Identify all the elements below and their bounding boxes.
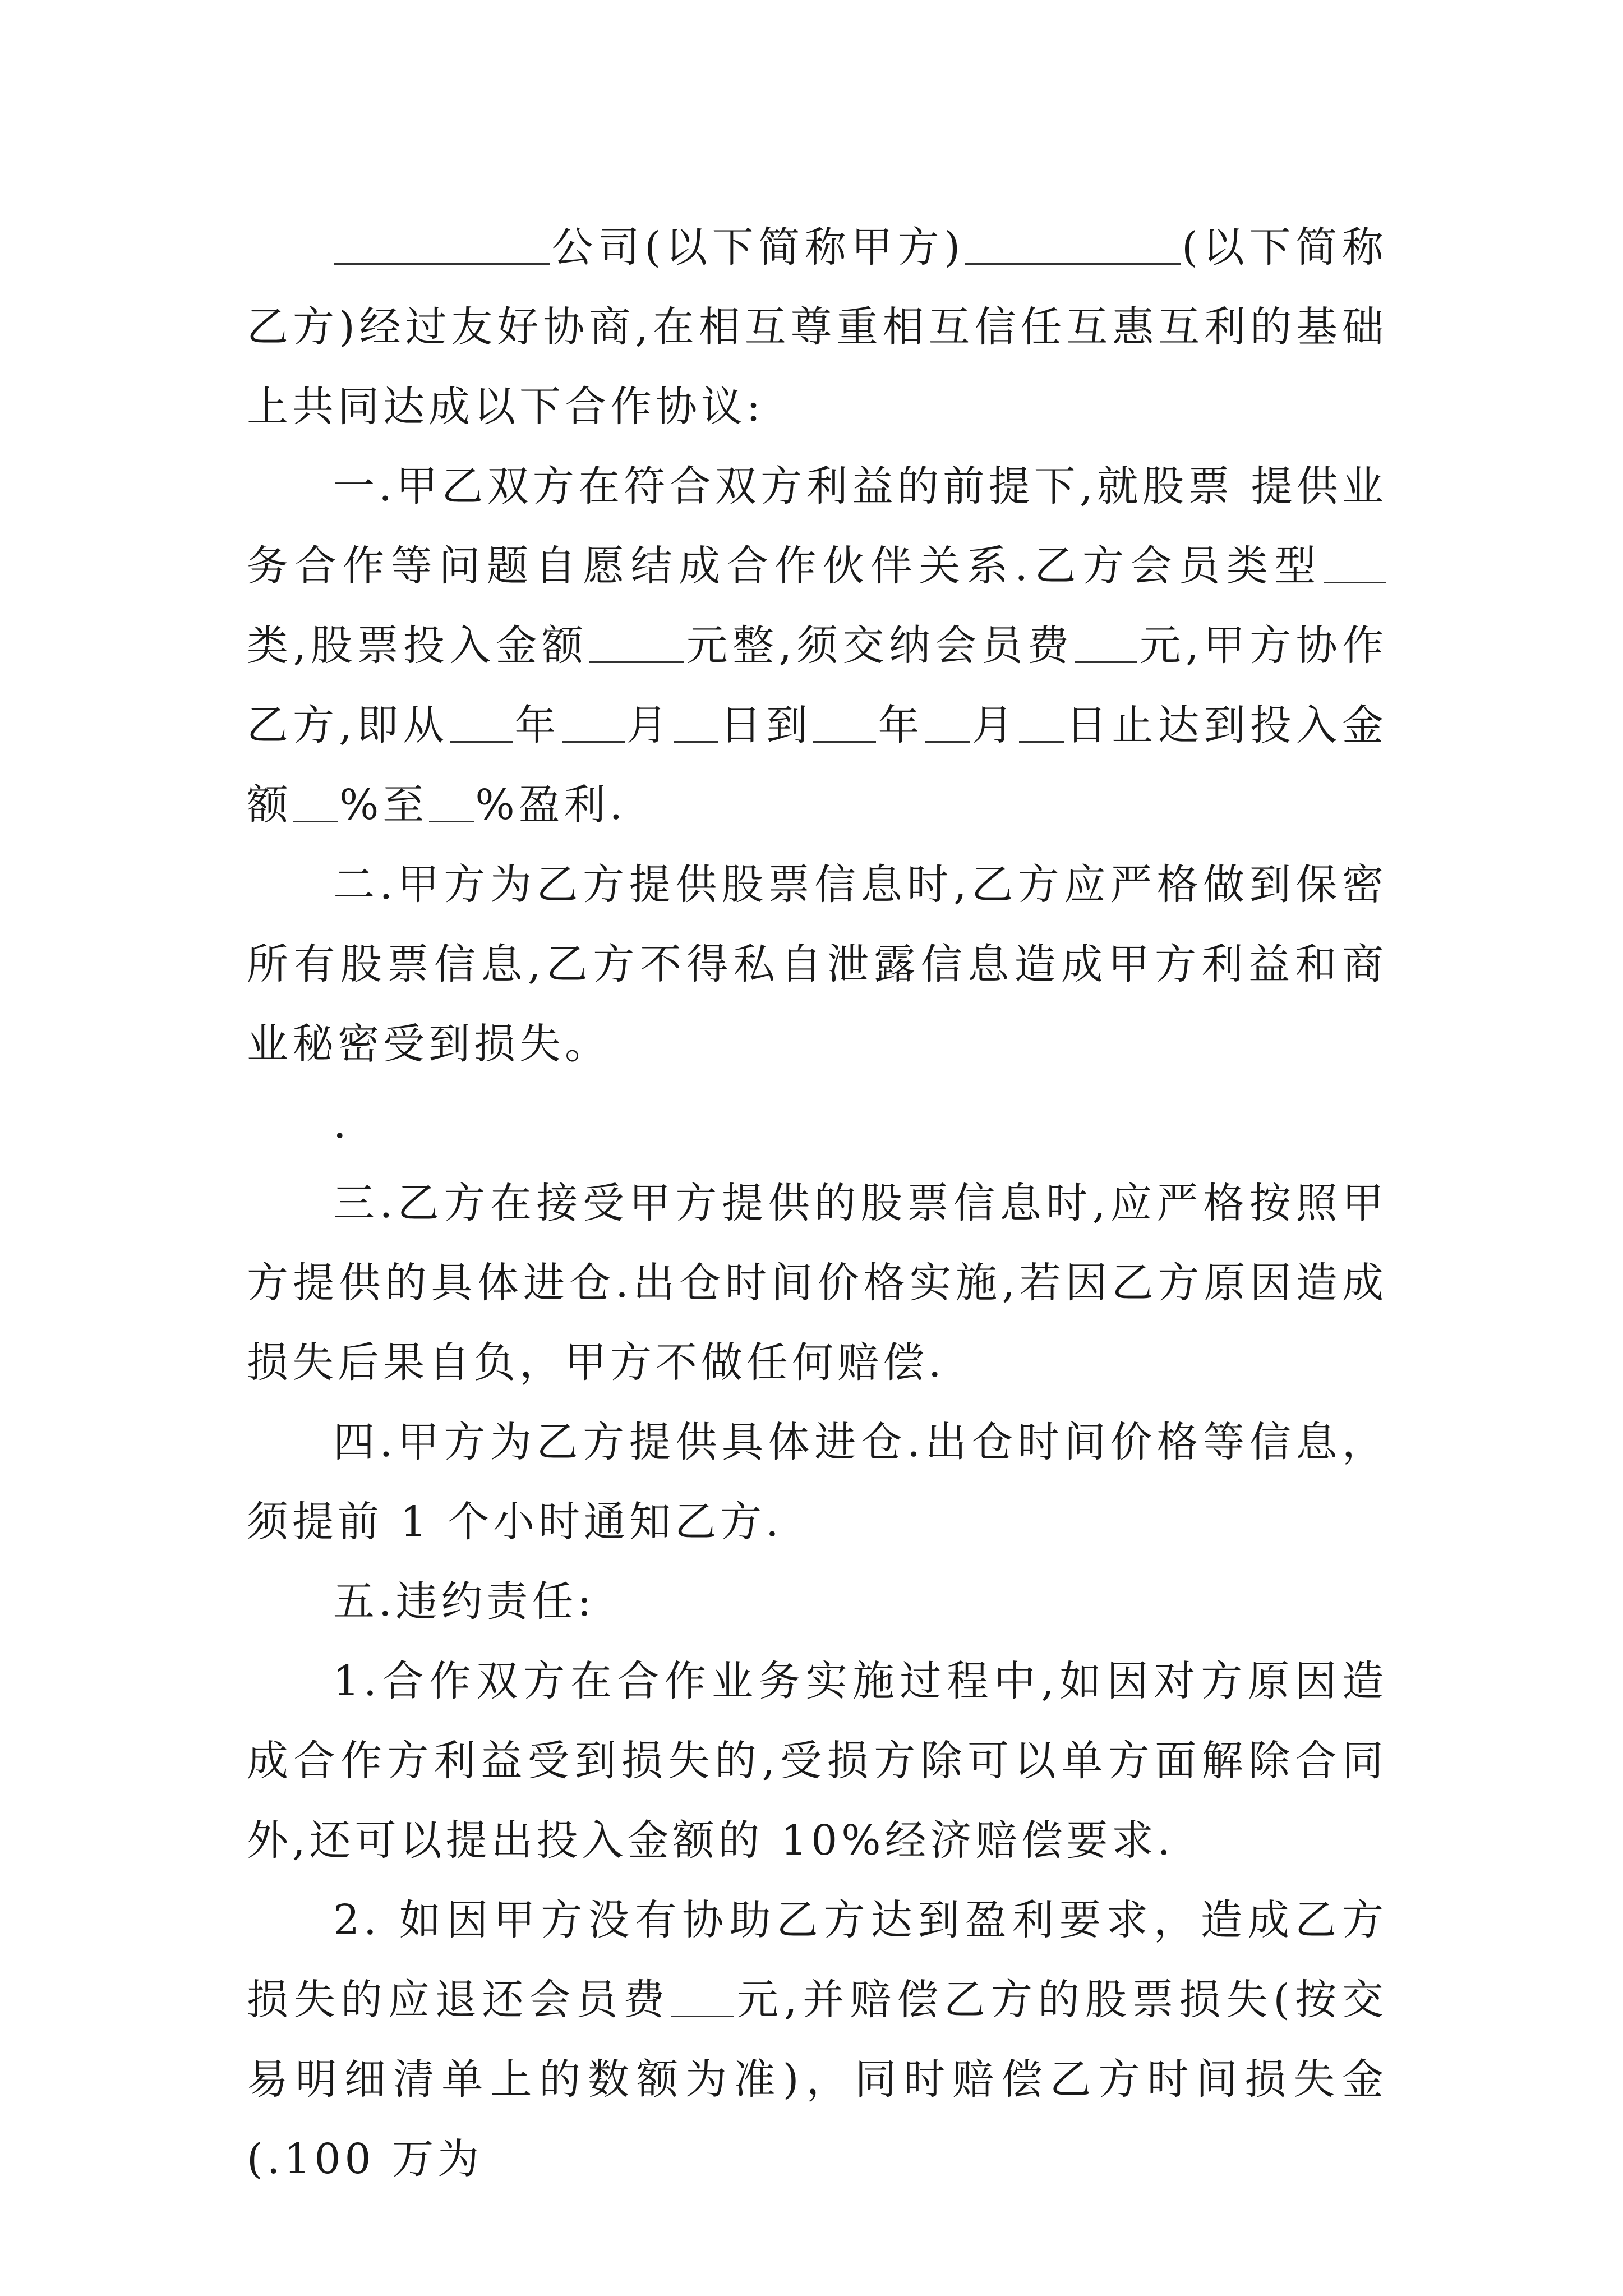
clause-1 (247, 447, 1387, 845)
contract-document (247, 208, 1387, 2199)
paragraph-parties (247, 208, 1387, 447)
clause-2: 二.甲方为乙方提供股票信息时,乙方应严格做到保密所有股票信息,乙方不得私自泄露信息造成甲方利益和商业秘密受到损失。 (247, 861, 1387, 1068)
clause-3: 三.乙方在接受甲方提供的股票信息时,应严格按照甲方提供的具体进仓.出仓时间价格实施,若因乙方原因造成损失后果自负，甲方不做任何赔偿. (247, 1179, 1387, 1387)
clause-5-heading: 五.违约责任: (333, 1577, 596, 1626)
paragraph-text: 公司(以下简称甲方) (551, 223, 965, 272)
clause-text: 类,股票投入金额 (247, 622, 588, 670)
end-day-blank[interactable] (1019, 700, 1064, 743)
clause-5-item-1: 1.合作双方在合作业务实施过程中,如因对方原因造成合作方利益受到损失的,受损方除可以单方面解除合同外,还可以提出投入金额的 10%经济赔偿要求. (247, 1657, 1387, 1865)
member-type-blank[interactable] (1324, 540, 1386, 583)
clause-text: 元,甲方协作乙方,即从 (247, 622, 1387, 749)
refund-fee-blank[interactable] (671, 1974, 734, 2017)
start-month-blank[interactable] (562, 700, 625, 743)
clause-text: %盈利. (475, 781, 627, 829)
clause-text: 年 (514, 701, 561, 749)
clause-text: 一.甲乙双方在符合双方利益的前提下,就股票 提供业务合作等问题自愿结成合作伙伴关系.乙方会员类型 (247, 462, 1387, 590)
profit-max-blank[interactable] (429, 779, 474, 822)
clause-text: 月 (625, 701, 672, 749)
paragraph-text: (以下简称乙方)经过友好协商,在相互尊重相互信任互惠互利的基础上共同达成以下合作协议: (247, 223, 1387, 431)
clause-5-item-2 (247, 1880, 1387, 2199)
clause-text: 元,并赔偿乙方的股票损失(按交易明细清单上的数额为准)，同时赔偿乙方时间损失金(.100 万为 (247, 1976, 1387, 2183)
clause-text: 日到 (719, 701, 813, 749)
clause-text: 年 (877, 701, 924, 749)
start-year-blank[interactable] (450, 700, 513, 743)
party-b-name-blank[interactable] (965, 222, 1181, 265)
membership-fee-blank[interactable] (1075, 620, 1137, 663)
stray-dot: . (333, 1099, 351, 1148)
clause-text: %至 (339, 781, 428, 829)
profit-min-blank[interactable] (293, 779, 338, 822)
start-day-blank[interactable] (674, 700, 718, 743)
clause-text: 2. 如因甲方没有协助乙方达到盈利要求，造成乙方损失的应退还会员费 (247, 1896, 1387, 2024)
clause-text: 月 (971, 701, 1018, 749)
end-month-blank[interactable] (925, 700, 970, 743)
clause-text: 元整,须交纳会员费 (685, 622, 1074, 670)
clause-text: 日止达到投入金额 (247, 701, 1388, 829)
company-name-blank[interactable] (334, 222, 550, 265)
clause-4: 四.甲方为乙方提供具体进仓.出仓时间价格等信息，须提前 1 个小时通知乙方. (247, 1418, 1387, 1546)
end-year-blank[interactable] (813, 700, 876, 743)
investment-amount-blank[interactable] (589, 620, 684, 663)
